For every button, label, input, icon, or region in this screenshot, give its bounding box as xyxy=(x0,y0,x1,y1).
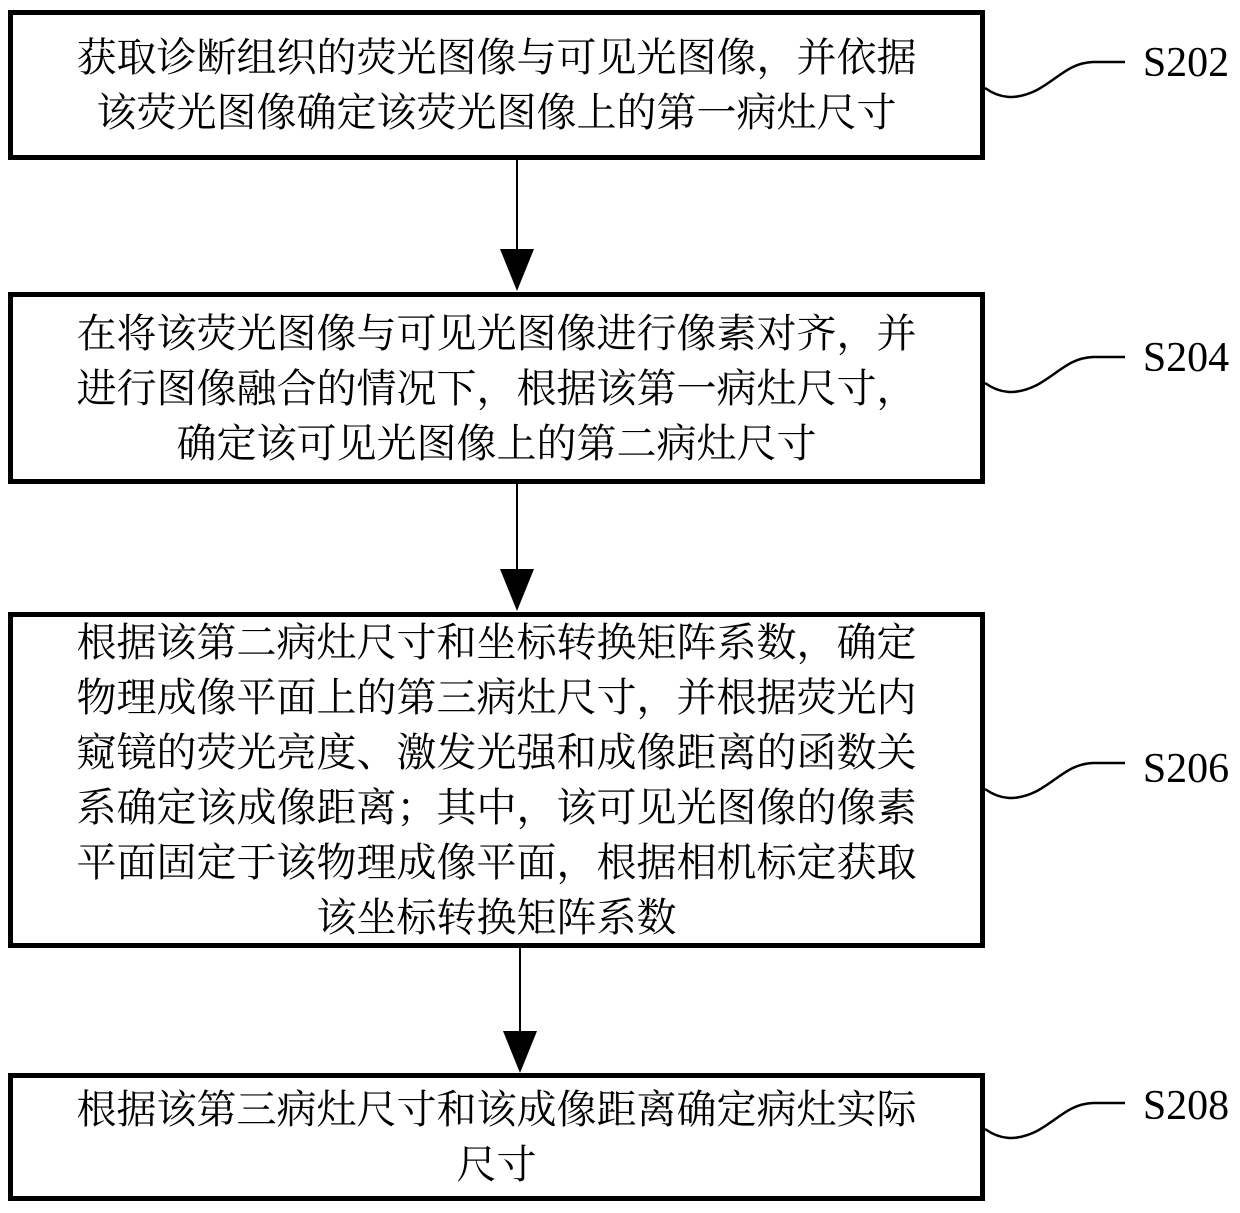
arrow-head-icon xyxy=(500,249,534,291)
step-label-s208: S208 xyxy=(1142,1083,1230,1129)
step-text-line: 确定该可见光图像上的第二病灶尺寸 xyxy=(176,420,817,466)
flow-arrow-3 xyxy=(503,948,537,1073)
step-text-line: 物理成像平面上的第三病灶尺寸，并根据荧光内 xyxy=(76,675,917,720)
flow-arrow-1 xyxy=(500,160,534,291)
label-connector-s202 xyxy=(985,60,1125,104)
step-label-s204: S204 xyxy=(1142,335,1230,381)
flow-arrow-2 xyxy=(500,484,534,611)
step-text-line: 该坐标转换矩阵系数 xyxy=(316,895,677,940)
step-text-line: 该荧光图像确定该荧光图像上的第一病灶尺寸 xyxy=(96,90,897,135)
label-connector-s206 xyxy=(985,761,1125,805)
step-text-line: 在将该荧光图像与可见光图像进行像素对齐，并 xyxy=(76,310,917,356)
step-text-line: 尺寸 xyxy=(456,1142,537,1187)
step-box-s206 xyxy=(8,612,985,948)
step-text-line: 平面固定于该物理成像平面，根据相机标定获取 xyxy=(76,840,917,885)
step-label-s202: S202 xyxy=(1142,40,1230,86)
step-text-line: 进行图像融合的情况下，根据该第一病灶尺寸， xyxy=(76,365,917,411)
step-box-s202 xyxy=(8,10,985,160)
step-text-line: 根据该第三病灶尺寸和该成像距离确定病灶实际 xyxy=(76,1087,917,1132)
step-text-line: 窥镜的荧光亮度、激发光强和成像距离的函数关 xyxy=(76,730,917,775)
step-text-line: 系确定该成像距离；其中，该可见光图像的像素 xyxy=(76,785,917,830)
arrow-head-icon xyxy=(503,1031,537,1073)
label-connector-s208 xyxy=(985,1101,1125,1145)
arrow-shaft xyxy=(516,484,518,570)
label-connector-s204 xyxy=(985,355,1125,399)
step-text-line: 获取诊断组织的荧光图像与可见光图像，并依据 xyxy=(76,35,917,80)
arrow-head-icon xyxy=(500,569,534,611)
step-box-s204 xyxy=(8,292,985,484)
arrow-shaft xyxy=(516,160,518,250)
step-text-line: 根据该第二病灶尺寸和坐标转换矩阵系数，确定 xyxy=(76,620,917,665)
step-box-s208 xyxy=(8,1073,985,1201)
step-label-s206: S206 xyxy=(1142,746,1230,792)
arrow-shaft xyxy=(519,948,521,1032)
